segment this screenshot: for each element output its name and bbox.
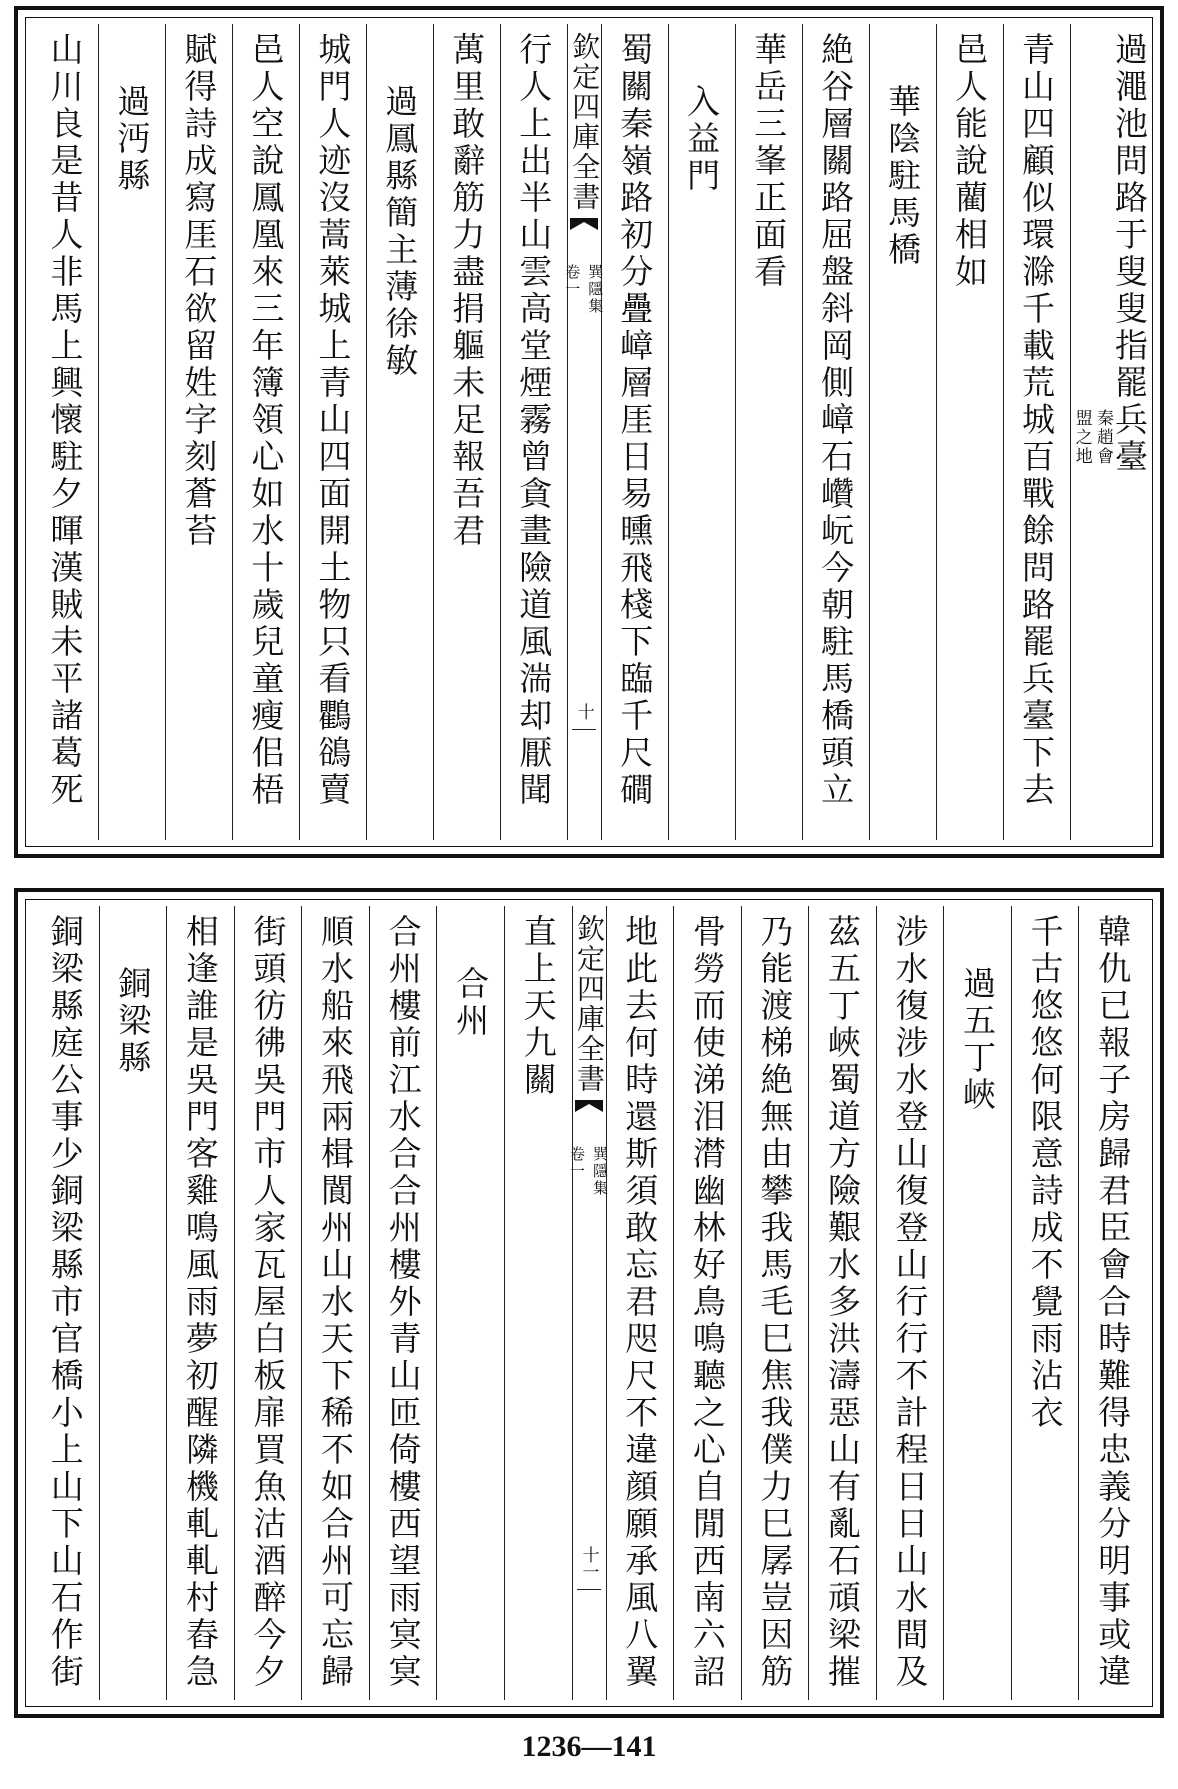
text-column — [234, 906, 302, 1700]
verse-text: 過澠池問路于叟叟指罷兵臺 — [1110, 32, 1149, 476]
poem-title-column — [436, 906, 504, 1700]
volume-label: 卷一 — [568, 1146, 586, 1180]
text-column — [1011, 906, 1079, 1700]
lower-page-columns — [32, 906, 1146, 1700]
text-column — [735, 24, 802, 840]
verse-text: 地此去何時還斯須敢忘君咫尺不違顔願承風八翼 — [620, 914, 660, 1691]
fold-line — [577, 1589, 601, 1590]
verse-text: 行人上出半山雲高堂煙霧曾貪畫險道風湍却厭聞 — [514, 32, 554, 809]
verse-text: 城門人迹沒蒿萊城上青山四面開土物只看鸜鵒賣 — [313, 32, 353, 809]
poem-title: 合州 — [451, 966, 491, 1040]
annotation — [1071, 24, 1114, 840]
text-column — [369, 906, 437, 1700]
leaf-number: 十一 — [578, 1546, 599, 1580]
text-column — [32, 24, 98, 840]
text-column — [166, 906, 234, 1700]
leaf-number: 十 — [573, 703, 594, 720]
verse-text: 街頭彷彿吳門市人家瓦屋白板扉買魚沽酒醉今夕 — [248, 914, 288, 1691]
fold-line — [572, 729, 596, 730]
center-fold — [563, 24, 605, 840]
poem-title: 過鳳縣簡主薄徐敏 — [380, 84, 420, 380]
verse-text: 茲五丁峽蜀道方險艱水多洪濤惡山有亂石頑梁摧 — [822, 914, 862, 1691]
annotation-line: 秦趙會 — [1093, 409, 1113, 466]
verse-text: 邑人空說鳳凰來三年簿領心如水十歲兒童瘦佀梧 — [246, 32, 286, 809]
text-column — [606, 906, 674, 1700]
text-column — [1070, 24, 1147, 840]
text-column — [232, 24, 299, 840]
text-column — [299, 24, 366, 840]
text-column — [1078, 906, 1146, 1700]
verse-text: 相逢誰是吳門客雞鳴風雨夢初醒隣機軋軋村舂急 — [180, 914, 220, 1691]
collection-title: 欽定四庫全書 — [573, 914, 606, 1094]
verse-text: 涉水復涉水登山復登山行行不計程日日山水間及 — [890, 914, 930, 1691]
text-column — [876, 906, 944, 1700]
volume-label: 卷一 — [563, 264, 582, 298]
page-number: 1236—141 — [521, 1730, 657, 1763]
verse-text: 邑人能說藺相如 — [950, 32, 990, 291]
text-column — [673, 906, 741, 1700]
text-column — [936, 24, 1003, 840]
verse-text: 絶谷層關路屈盤斜岡側嶂石巑岏今朝駐馬橋頭立 — [816, 32, 856, 809]
fishtail-mark-icon — [574, 1098, 604, 1136]
center-fold — [568, 906, 609, 1700]
verse-text: 蜀關秦嶺路初分疊嶂層厓日易曛飛棧下臨千尺磵 — [615, 32, 655, 809]
upper-page-columns — [32, 24, 1149, 840]
verse-text: 乃能渡梯絶無由攀我馬毛巳焦我僕力巳孱豈因筋 — [755, 914, 795, 1691]
poem-title: 華陰駐馬橋 — [883, 84, 923, 269]
verse-text: 萬里敢辭筋力盡捐軀未足報吾君 — [447, 32, 487, 550]
verse-text: 賦得詩成寫厓石欲留姓字刻蒼苔 — [179, 32, 219, 550]
text-column — [32, 906, 99, 1700]
poem-title: 入益門 — [682, 84, 722, 195]
poem-title: 過五丁峽 — [958, 966, 998, 1114]
lower-page — [14, 888, 1164, 1718]
text-column — [1003, 24, 1070, 840]
poem-title-column — [98, 24, 165, 840]
text-column — [802, 24, 869, 840]
verse-text: 合州樓前江水合合州樓外青山匝倚樓西望雨㝠㝠 — [383, 914, 423, 1691]
poem-title-column — [869, 24, 936, 840]
poem-title-column — [366, 24, 433, 840]
verse-text: 華岳三峯正面看 — [749, 32, 789, 291]
poem-title: 銅梁縣 — [113, 966, 153, 1077]
collection-title: 欽定四庫全書 — [568, 32, 602, 212]
text-column — [808, 906, 876, 1700]
text-column — [165, 24, 232, 840]
verse-text: 順水船來飛兩楫閬州山水天下稀不如合州可忘歸 — [316, 914, 356, 1691]
poem-title-column — [99, 906, 167, 1700]
text-column — [433, 24, 500, 840]
verse-text: 直上天九關 — [518, 914, 558, 1099]
text-column — [741, 906, 809, 1700]
fishtail-mark-icon — [569, 216, 599, 254]
text-column — [601, 24, 668, 840]
poem-title: 過沔縣 — [112, 84, 152, 195]
annotation-line: 盟之地 — [1071, 409, 1092, 466]
poem-title-column — [943, 906, 1011, 1700]
book-title: 巽隱集 — [591, 1146, 609, 1197]
book-title: 巽隱集 — [586, 264, 605, 315]
verse-text: 韓仇已報子房歸君臣會合時難得忠義分明事或違 — [1093, 914, 1133, 1691]
verse-text: 千古悠悠何限意詩成不覺雨沾衣 — [1025, 914, 1065, 1432]
poem-title-column — [668, 24, 735, 840]
upper-page — [14, 6, 1164, 858]
verse-text: 銅梁縣庭公事少銅梁縣市官橋小上山下山石作街 — [45, 914, 85, 1691]
verse-text: 骨勞而使涕泪潸幽林好鳥鳴聽之心自閒西南六詔 — [687, 914, 727, 1691]
text-column — [504, 906, 572, 1700]
text-column — [500, 24, 567, 840]
verse-text: 山川良是昔人非馬上興懷駐夕暉漢賊未平諸葛死 — [45, 32, 85, 809]
verse-text: 青山四顧似環滁千載荒城百戰餘問路罷兵臺下去 — [1017, 32, 1057, 809]
text-column — [301, 906, 369, 1700]
